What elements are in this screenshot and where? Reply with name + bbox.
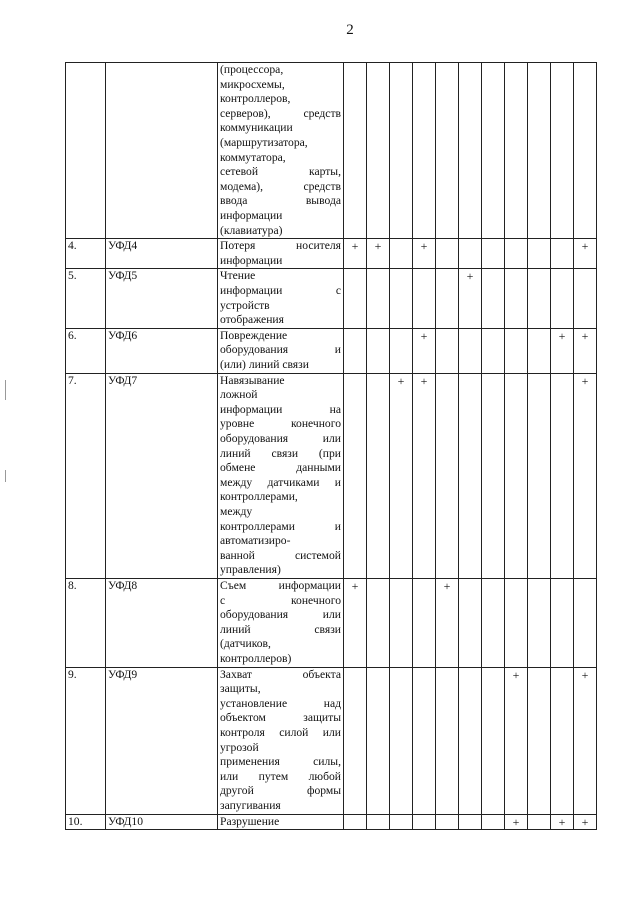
plus-mark: + xyxy=(344,578,367,667)
threat-description xyxy=(218,269,344,328)
description-line: устройств xyxy=(220,298,270,312)
empty-mark-cell xyxy=(505,578,528,667)
description-line: контроллеров, xyxy=(220,92,291,106)
threat-code: УФД4 xyxy=(106,239,218,269)
description-line: (датчиков, xyxy=(220,637,271,651)
empty-mark-cell xyxy=(551,63,574,239)
description-line: оборудования и xyxy=(220,343,341,357)
empty-mark-cell xyxy=(344,269,367,328)
empty-mark-cell xyxy=(413,63,436,239)
empty-mark-cell xyxy=(436,63,459,239)
description-line: контроллерами, xyxy=(220,490,298,504)
plus-mark: + xyxy=(551,328,574,373)
threat-table xyxy=(65,62,597,830)
empty-mark-cell xyxy=(505,63,528,239)
empty-mark-cell xyxy=(413,578,436,667)
table-row xyxy=(66,578,597,667)
empty-mark-cell xyxy=(459,578,482,667)
empty-mark-cell xyxy=(413,814,436,830)
description-line: линий связи xyxy=(220,622,341,636)
description-line: другой формы xyxy=(220,784,341,798)
empty-mark-cell xyxy=(574,269,597,328)
description-line: сетевой карты, xyxy=(220,165,341,179)
row-number: 5. xyxy=(66,269,106,328)
table-row xyxy=(66,373,597,578)
description-line: уровне конечного xyxy=(220,417,341,431)
empty-mark-cell xyxy=(413,667,436,814)
threat-description xyxy=(218,667,344,814)
threat-description xyxy=(218,63,344,239)
empty-mark-cell xyxy=(459,814,482,830)
row-number xyxy=(66,63,106,239)
threat-description xyxy=(218,328,344,373)
row-number: 4. xyxy=(66,239,106,269)
empty-mark-cell xyxy=(344,63,367,239)
threat-code: УФД10 xyxy=(106,814,218,830)
empty-mark-cell xyxy=(574,63,597,239)
empty-mark-cell xyxy=(344,667,367,814)
empty-mark-cell xyxy=(551,373,574,578)
empty-mark-cell xyxy=(528,239,551,269)
threat-description xyxy=(218,239,344,269)
threat-code xyxy=(106,63,218,239)
empty-mark-cell xyxy=(413,269,436,328)
description-line: (процессора, xyxy=(220,63,284,76)
empty-mark-cell xyxy=(482,269,505,328)
empty-mark-cell xyxy=(505,373,528,578)
empty-mark-cell xyxy=(436,373,459,578)
row-number: 9. xyxy=(66,667,106,814)
plus-mark: + xyxy=(505,814,528,830)
plus-mark: + xyxy=(459,269,482,328)
description-line: управления) xyxy=(220,563,281,577)
plus-mark: + xyxy=(551,814,574,830)
description-line: серверов), средств xyxy=(220,106,341,120)
description-line: Чтение xyxy=(220,269,256,283)
empty-mark-cell xyxy=(390,578,413,667)
empty-mark-cell xyxy=(459,63,482,239)
empty-mark-cell xyxy=(482,328,505,373)
description-line: контроллерами и xyxy=(220,519,341,533)
table-row xyxy=(66,239,597,269)
description-line: Разрушение xyxy=(220,814,280,828)
scan-margin-line xyxy=(5,470,6,482)
empty-mark-cell xyxy=(344,814,367,830)
empty-mark-cell xyxy=(528,328,551,373)
threat-code: УФД5 xyxy=(106,269,218,328)
threat-description xyxy=(218,814,344,830)
description-line: ложной xyxy=(220,388,258,402)
empty-mark-cell xyxy=(551,269,574,328)
empty-mark-cell xyxy=(459,667,482,814)
empty-mark-cell xyxy=(367,578,390,667)
plus-mark: + xyxy=(413,239,436,269)
plus-mark: + xyxy=(505,667,528,814)
description-line: Повреждение xyxy=(220,328,288,342)
empty-mark-cell xyxy=(528,63,551,239)
empty-mark-cell xyxy=(551,667,574,814)
page-number: 2 xyxy=(346,22,354,38)
threat-description xyxy=(218,578,344,667)
empty-mark-cell xyxy=(436,667,459,814)
empty-mark-cell xyxy=(482,578,505,667)
table-row xyxy=(66,269,597,328)
plus-mark: + xyxy=(344,239,367,269)
empty-mark-cell xyxy=(482,667,505,814)
description-line: Съем информации xyxy=(220,578,341,592)
empty-mark-cell xyxy=(344,328,367,373)
plus-mark: + xyxy=(574,373,597,578)
plus-mark: + xyxy=(574,667,597,814)
empty-mark-cell xyxy=(390,667,413,814)
empty-mark-cell xyxy=(574,578,597,667)
table-row xyxy=(66,63,597,239)
plus-mark: + xyxy=(413,373,436,578)
description-line: коммутатора, xyxy=(220,150,286,164)
empty-mark-cell xyxy=(367,269,390,328)
description-line: контроллеров) xyxy=(220,651,292,665)
empty-mark-cell xyxy=(390,328,413,373)
row-number: 6. xyxy=(66,328,106,373)
empty-mark-cell xyxy=(528,269,551,328)
empty-mark-cell xyxy=(344,373,367,578)
empty-mark-cell xyxy=(551,239,574,269)
empty-mark-cell xyxy=(367,328,390,373)
description-line: модема), средств xyxy=(220,179,341,193)
description-line: между xyxy=(220,504,253,518)
description-line: с конечного xyxy=(220,593,341,607)
empty-mark-cell xyxy=(367,667,390,814)
description-line: информации xyxy=(220,208,283,222)
empty-mark-cell xyxy=(436,814,459,830)
description-line: угрозой xyxy=(220,740,259,754)
scan-margin-line xyxy=(5,380,6,400)
empty-mark-cell xyxy=(528,814,551,830)
threat-description xyxy=(218,373,344,578)
empty-mark-cell xyxy=(459,328,482,373)
description-line: коммуникации xyxy=(220,121,293,135)
description-line: отображения xyxy=(220,313,284,327)
threat-code: УФД6 xyxy=(106,328,218,373)
empty-mark-cell xyxy=(367,63,390,239)
table-row xyxy=(66,814,597,830)
empty-mark-cell xyxy=(367,814,390,830)
description-line: оборудования или xyxy=(220,608,341,622)
empty-mark-cell xyxy=(436,269,459,328)
description-line: защиты, xyxy=(220,682,261,696)
empty-mark-cell xyxy=(482,239,505,269)
description-line: Навязывание xyxy=(220,373,285,387)
description-line: (клавиатура) xyxy=(220,223,283,237)
plus-mark: + xyxy=(413,328,436,373)
description-line: Потеря носителя xyxy=(220,239,341,253)
empty-mark-cell xyxy=(459,373,482,578)
empty-mark-cell xyxy=(459,239,482,269)
empty-mark-cell xyxy=(482,373,505,578)
description-line: установление над xyxy=(220,696,341,710)
table-row xyxy=(66,667,597,814)
plus-mark: + xyxy=(436,578,459,667)
description-line: ванной системой xyxy=(220,548,341,562)
description-line: Захват объекта xyxy=(220,667,341,681)
empty-mark-cell xyxy=(505,328,528,373)
empty-mark-cell xyxy=(367,373,390,578)
description-line: обмене данными xyxy=(220,461,341,475)
description-line: информации с xyxy=(220,283,341,297)
row-number: 8. xyxy=(66,578,106,667)
description-line: запугивания xyxy=(220,798,281,812)
empty-mark-cell xyxy=(551,578,574,667)
plus-mark: + xyxy=(574,239,597,269)
description-line: информации на xyxy=(220,402,341,416)
description-line: или путем любой xyxy=(220,769,341,783)
description-line: оборудования или xyxy=(220,431,341,445)
description-line: линий связи (при xyxy=(220,446,341,460)
description-line: микросхемы, xyxy=(220,77,285,91)
empty-mark-cell xyxy=(390,269,413,328)
description-line: автоматизиро- xyxy=(220,534,291,548)
threat-code: УФД7 xyxy=(106,373,218,578)
empty-mark-cell xyxy=(482,63,505,239)
empty-mark-cell xyxy=(505,269,528,328)
row-number: 10. xyxy=(66,814,106,830)
description-line: (маршрутизатора, xyxy=(220,135,308,149)
plus-mark: + xyxy=(367,239,390,269)
description-line: информации xyxy=(220,253,283,267)
description-line: контроля силой или xyxy=(220,725,341,739)
plus-mark: + xyxy=(574,328,597,373)
empty-mark-cell xyxy=(436,328,459,373)
empty-mark-cell xyxy=(528,578,551,667)
threat-code: УФД9 xyxy=(106,667,218,814)
plus-mark: + xyxy=(390,373,413,578)
empty-mark-cell xyxy=(528,373,551,578)
row-number: 7. xyxy=(66,373,106,578)
empty-mark-cell xyxy=(482,814,505,830)
empty-mark-cell xyxy=(528,667,551,814)
empty-mark-cell xyxy=(390,814,413,830)
description-line: ввода вывода xyxy=(220,194,341,208)
description-line: (или) линий связи xyxy=(220,357,309,371)
empty-mark-cell xyxy=(390,239,413,269)
threat-code: УФД8 xyxy=(106,578,218,667)
empty-mark-cell xyxy=(436,239,459,269)
empty-mark-cell xyxy=(505,239,528,269)
description-line: применения силы, xyxy=(220,755,341,769)
empty-mark-cell xyxy=(390,63,413,239)
plus-mark: + xyxy=(574,814,597,830)
table-row xyxy=(66,328,597,373)
description-line: объектом защиты xyxy=(220,711,341,725)
description-line: между датчиками и xyxy=(220,475,341,489)
